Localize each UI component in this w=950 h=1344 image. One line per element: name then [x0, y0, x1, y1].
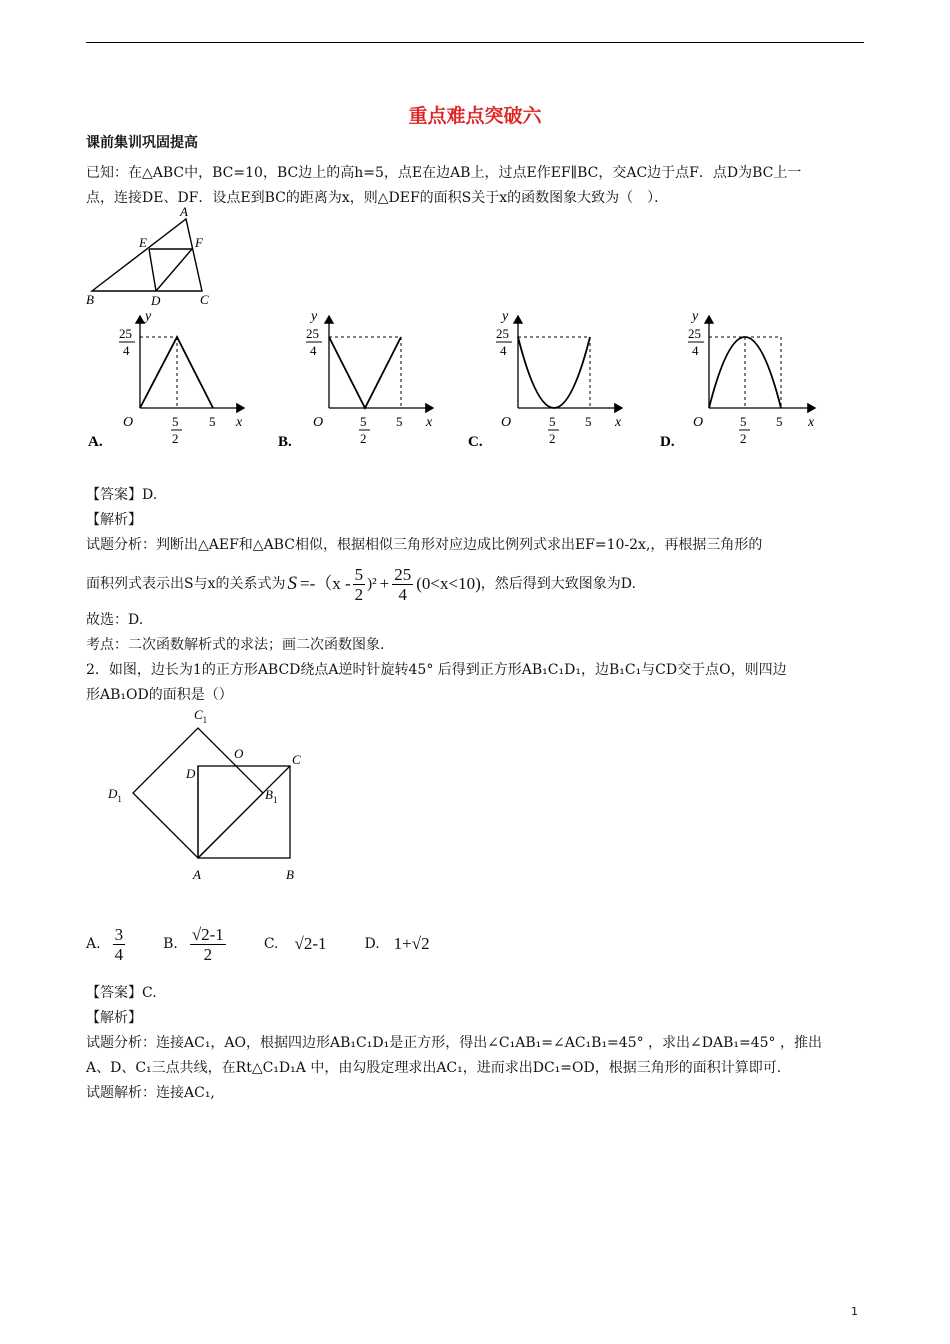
label-e: E: [139, 235, 147, 250]
label-d1: $D_1$: [108, 786, 122, 804]
q1-key-point: 考点：二次函数解析式的求法；画二次函数图象.: [86, 637, 385, 653]
formula-eq: =-（x -: [300, 574, 351, 593]
q1-conclusion: 故选：D.: [86, 612, 144, 628]
q2-analysis-line2: A、D、C₁三点共线，在Rt△C₁D₁A 中，由勾股定理求出AC₁，进而求出DC₁=OD，根据三角形的面积计算即可.: [86, 1060, 782, 1076]
q2-analysis-line1: 试题分析：连接AC₁，AO，根据四边形AB₁C₁D₁是正方形，得出∠C₁AB₁=∠AC₁B₁=45° ，求出∠DAB₁=45° ，推出: [86, 1035, 823, 1051]
graph-a-x-num: 5: [172, 414, 179, 429]
graph-a: [88, 309, 244, 450]
page-number: 1: [851, 1305, 858, 1318]
formula-range: (0<x<10): [416, 574, 481, 593]
graph-b-y-label: y: [311, 309, 318, 324]
q2-option-b-frac: [190, 925, 226, 964]
graph-c-x-label: x: [615, 415, 622, 430]
q2-option-a-den: 4: [114, 944, 124, 964]
graph-b-origin: O: [313, 415, 324, 430]
label-b1: $B_1$: [265, 787, 278, 805]
q2-line1: 2．如图，边长为1的正方形ABCD绕点A逆时针旋转45° 后得到正方形AB₁C₁D₁，边B₁C₁与CD交于点O，则四边: [86, 662, 787, 678]
graph-d-x-den: 2: [740, 431, 747, 446]
q1-analysis-line1: 试题分析：判断出△AEF和△ABC相似，根据相似三角形对应边成比例列式求出EF=10-2x,，再根据三角形的: [86, 537, 763, 553]
q1-line2: 点，连接DE、DF．设点E到BC的距离为x，则△DEF的面积S关于x的函数图象大致为（ ）．: [86, 190, 669, 206]
graph-a-y-den: 4: [123, 343, 130, 358]
graph-c-y-label: y: [502, 309, 509, 324]
q2-analysis-label: 【解析】: [86, 1010, 142, 1026]
label-d: D: [151, 293, 161, 308]
q1-analysis-line2-suffix: ，然后得到大致图象为D.: [480, 576, 636, 592]
label-b: B: [86, 292, 94, 307]
graph-c-origin: O: [501, 415, 512, 430]
graph-c-x-den: 2: [549, 431, 556, 446]
graph-d: [660, 309, 815, 450]
graph-d-origin: O: [693, 415, 704, 430]
graph-d-x-num: 5: [740, 414, 747, 429]
formula-frac2-den: 4: [398, 584, 408, 604]
q1-analysis-label: 【解析】: [86, 512, 142, 528]
q2-option-c-value: √2-1: [294, 934, 327, 953]
graph-a-y-label: y: [145, 309, 152, 324]
graph-d-y-label: y: [692, 309, 699, 324]
graph-c: [468, 309, 622, 450]
label-o: O: [234, 746, 244, 761]
formula-square: )²: [367, 576, 377, 592]
formula-frac1-num: 5: [354, 564, 364, 584]
label-a: A: [193, 867, 201, 882]
graph-c-y-den: 4: [500, 343, 507, 358]
q2-options: [86, 918, 430, 970]
graph-b-x-num: 5: [360, 414, 367, 429]
graph-b: [278, 309, 433, 450]
option-c-label: C.: [468, 434, 483, 450]
q2-option-b-label: B.: [163, 936, 178, 952]
label-c1: $C_1$: [194, 707, 208, 725]
q2-analysis-line3: 试题解析：连接AC₁,: [86, 1085, 215, 1101]
q2-option-c-label: C.: [263, 936, 279, 952]
graph-b-y-num: 25: [306, 326, 319, 341]
q1-line1: 已知：在△ABC中，BC=10，BC边上的高h=5，点E在边AB上，过点E作EF∥BC，交AC边于点F．点D为BC上一: [86, 165, 802, 181]
graph-a-y-num: 25: [119, 326, 132, 341]
label-a: A: [180, 204, 188, 219]
q2-option-a-num: 3: [114, 924, 124, 944]
graph-c-x-num: 5: [549, 414, 556, 429]
header-rule: [86, 42, 864, 43]
formula-frac2: [392, 565, 413, 604]
label-c: C: [200, 292, 209, 307]
label-c: C: [292, 752, 301, 767]
q2-option-a-label: A.: [86, 936, 101, 952]
q1-option-graphs: [0, 300, 950, 460]
q2-option-a-frac: [113, 925, 126, 964]
page-title: 重点难点突破六: [408, 105, 542, 127]
label-d: D: [186, 766, 196, 781]
graph-a-origin: O: [123, 415, 134, 430]
q2-option-d-value: 1+√2: [393, 934, 430, 953]
q1-answer: 【答案】D.: [86, 487, 158, 503]
q2-answer: 【答案】C.: [86, 985, 157, 1001]
option-d-label: D.: [660, 434, 675, 450]
graph-a-x-den: 2: [172, 431, 179, 446]
formula-frac2-num: 25: [394, 564, 412, 584]
graph-a-x-label: x: [236, 415, 243, 430]
option-b-label: B.: [278, 434, 292, 450]
formula-plus: +: [379, 574, 390, 593]
formula-frac1: [353, 565, 366, 604]
q2-square-figure: [100, 702, 320, 887]
q1-analysis-line2-prefix: 面积列式表示出S与x的关系式为: [86, 576, 286, 592]
graph-d-y-den: 4: [692, 343, 699, 358]
q2-option-b-den: 2: [203, 944, 213, 964]
q2-line2: 形AB₁OD的面积是（）: [86, 687, 233, 703]
graph-b-x-den: 2: [360, 431, 367, 446]
label-f: F: [195, 235, 203, 250]
graph-a-x-five: 5: [209, 414, 216, 429]
q1-analysis-line2: [86, 562, 636, 606]
graph-c-x-five: 5: [585, 414, 592, 429]
graph-b-x-label: x: [426, 415, 433, 430]
graph-b-x-five: 5: [396, 414, 403, 429]
q1-triangle-figure: [86, 205, 226, 310]
label-b: B: [286, 867, 294, 882]
option-a-label: A.: [88, 434, 103, 450]
q2-option-d-label: D.: [364, 936, 380, 952]
graph-d-x-five: 5: [776, 414, 783, 429]
formula-frac1-den: 2: [354, 584, 364, 604]
graph-d-y-num: 25: [688, 326, 701, 341]
graph-b-y-den: 4: [310, 343, 317, 358]
graph-c-y-num: 25: [496, 326, 509, 341]
graph-d-x-label: x: [808, 415, 815, 430]
q2-option-b-num: √2-1: [191, 924, 224, 944]
section-heading: 课前集训巩固提高: [86, 135, 198, 151]
formula-s: S: [287, 573, 297, 594]
